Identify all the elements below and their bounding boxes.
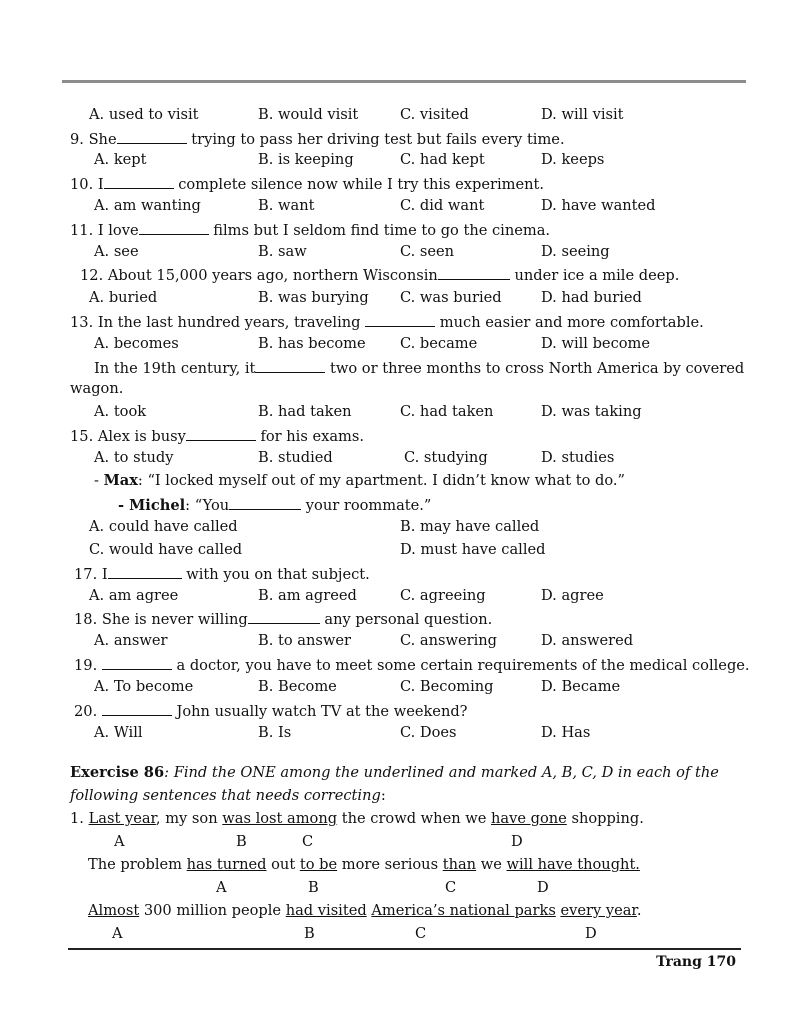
question-stem: 9. She bbox=[70, 131, 117, 148]
answer-option: D. keeps bbox=[541, 151, 605, 168]
option-letter: A bbox=[216, 879, 227, 896]
exercise-instruction-line1: Find the ONE among the underlined and marked A, B, C, D in each of the bbox=[173, 764, 719, 781]
option-letter: D bbox=[511, 833, 523, 850]
exercise-heading bbox=[70, 764, 719, 782]
answer-option: C. answering bbox=[400, 632, 498, 649]
sentence-text: . bbox=[636, 902, 642, 919]
question-stem: 11. I love bbox=[70, 222, 139, 239]
answer-option: A. becomes bbox=[94, 335, 179, 352]
sentence-text: shopping. bbox=[566, 810, 644, 827]
answer-blank bbox=[186, 426, 256, 441]
answer-option: D. have wanted bbox=[541, 197, 656, 214]
option-letter: B bbox=[304, 925, 315, 942]
underlined-segment: Almost bbox=[88, 902, 140, 919]
dialogue-text: your roommate.” bbox=[301, 497, 432, 514]
answer-blank bbox=[102, 701, 172, 716]
answer-option: D. will become bbox=[541, 335, 651, 352]
answer-option: B. saw bbox=[258, 243, 307, 260]
answer-blank bbox=[139, 220, 209, 235]
question-line bbox=[74, 564, 370, 584]
answer-option: B. was burying bbox=[258, 289, 369, 306]
sentence-3 bbox=[88, 902, 641, 920]
answer-option: B. am agreed bbox=[258, 587, 357, 604]
answer-option: D. Became bbox=[541, 678, 621, 695]
speaker-name: - Michel bbox=[118, 497, 186, 514]
answer-option: B. Become bbox=[258, 678, 337, 695]
exercise-heading-cont bbox=[70, 787, 386, 805]
underlined-segment: had visited bbox=[285, 902, 367, 919]
answer-option: C. Does bbox=[400, 724, 457, 741]
sentence-text: we bbox=[476, 856, 507, 873]
answer-option: A. used to visit bbox=[89, 106, 199, 123]
question-rest: with you on that subject. bbox=[181, 566, 370, 583]
option-letter: B bbox=[236, 833, 247, 850]
question-rest: trying to pass her driving test but fails every time. bbox=[186, 131, 565, 148]
answer-option: A. am wanting bbox=[94, 197, 201, 214]
answer-option: A. could have called bbox=[89, 518, 238, 535]
question-rest: films but I seldom find time to go the cinema. bbox=[208, 222, 551, 239]
question-rest: for his exams. bbox=[255, 428, 365, 445]
question-rest: much easier and more comfortable. bbox=[435, 314, 704, 331]
question-line bbox=[70, 426, 364, 446]
underlined-segment: every year bbox=[560, 902, 637, 919]
underlined-segment: was lost among bbox=[222, 810, 338, 827]
dialogue-line bbox=[118, 495, 431, 515]
answer-option: C. would have called bbox=[89, 541, 243, 558]
sentence-1 bbox=[70, 810, 644, 828]
answer-option: A. am agree bbox=[89, 587, 179, 604]
answer-option: C. agreeing bbox=[400, 587, 486, 604]
answer-option: C. was buried bbox=[400, 289, 502, 306]
question-rest: any personal question. bbox=[319, 611, 493, 628]
answer-option: D. studies bbox=[541, 449, 615, 466]
question-line bbox=[74, 701, 468, 721]
sentence-text: 1. bbox=[70, 810, 89, 827]
underlined-segment: have gone bbox=[491, 810, 567, 827]
question-stem: 18. She is never willing bbox=[74, 611, 248, 628]
answer-option: C. did want bbox=[400, 197, 485, 214]
answer-option: A. answer bbox=[94, 632, 168, 649]
underlined-segment: than bbox=[442, 856, 477, 873]
answer-blank bbox=[229, 495, 301, 510]
answer-option: C. had taken bbox=[400, 403, 494, 420]
sentence-text: more serious bbox=[337, 856, 443, 873]
option-letter: D bbox=[585, 925, 597, 942]
exercise-colon2: : bbox=[380, 787, 386, 804]
answer-option: D. will visit bbox=[541, 106, 624, 123]
option-letter: C bbox=[415, 925, 427, 942]
dialogue-line bbox=[94, 472, 625, 490]
exercise-colon: : bbox=[164, 764, 174, 781]
exercise-title: Exercise 86 bbox=[70, 764, 165, 781]
dialogue-text: : “I locked myself out of my apartment. I didn’t know what to do.” bbox=[137, 472, 625, 489]
option-letter: B bbox=[308, 879, 319, 896]
page-number: Trang 170 bbox=[656, 954, 736, 970]
answer-option: D. Has bbox=[541, 724, 591, 741]
question-stem: 17. I bbox=[74, 566, 108, 583]
question-line bbox=[70, 312, 704, 332]
answer-option: A. to study bbox=[94, 449, 174, 466]
answer-option: D. answered bbox=[541, 632, 634, 649]
option-letter: C bbox=[445, 879, 457, 896]
question-rest: two or three months to cross North America by covered bbox=[325, 360, 745, 377]
question-line bbox=[80, 265, 679, 285]
answer-option: D. must have called bbox=[400, 541, 546, 558]
dialogue-text: : “You bbox=[185, 497, 230, 514]
answer-blank bbox=[108, 564, 182, 579]
question-stem: In the 19th century, it bbox=[94, 360, 256, 377]
underlined-segment: Last year bbox=[88, 810, 156, 827]
answer-option: A. buried bbox=[89, 289, 158, 306]
answer-blank bbox=[255, 358, 325, 373]
answer-option: B. may have called bbox=[400, 518, 540, 535]
answer-option: A. kept bbox=[94, 151, 147, 168]
speaker-name: Max bbox=[103, 472, 138, 489]
sentence-text: 300 million people bbox=[139, 902, 286, 919]
bottom-rule bbox=[68, 948, 741, 950]
answer-option: D. was taking bbox=[541, 403, 642, 420]
top-rule bbox=[62, 80, 746, 83]
dialogue-dash: - bbox=[94, 472, 104, 489]
answer-option: C. studying bbox=[404, 449, 488, 466]
answer-blank bbox=[117, 129, 187, 144]
answer-option: D. agree bbox=[541, 587, 604, 604]
sentence-text: out bbox=[266, 856, 300, 873]
answer-blank bbox=[438, 265, 510, 280]
question-stem: 20. bbox=[74, 703, 102, 720]
question-line bbox=[70, 174, 544, 194]
question-rest: under ice a mile deep. bbox=[509, 267, 680, 284]
answer-option: B. studied bbox=[258, 449, 333, 466]
option-letter: A bbox=[114, 833, 125, 850]
answer-blank bbox=[365, 312, 435, 327]
sentence-text: the crowd when we bbox=[337, 810, 492, 827]
answer-blank bbox=[248, 609, 320, 624]
underlined-segment: to be bbox=[299, 856, 338, 873]
answer-option: C. became bbox=[400, 335, 478, 352]
answer-option: B. want bbox=[258, 197, 315, 214]
answer-option: C. Becoming bbox=[400, 678, 494, 695]
answer-blank bbox=[102, 655, 172, 670]
answer-option: A. Will bbox=[94, 724, 143, 741]
option-letter: A bbox=[112, 925, 123, 942]
answer-option: B. to answer bbox=[258, 632, 351, 649]
question-line bbox=[74, 609, 492, 629]
question-rest: John usually watch TV at the weekend? bbox=[171, 703, 468, 720]
sentence-text: , my son bbox=[155, 810, 223, 827]
answer-option: B. would visit bbox=[258, 106, 359, 123]
question-stem: 12. About 15,000 years ago, northern Wisconsin bbox=[80, 267, 438, 284]
answer-option: D. had buried bbox=[541, 289, 642, 306]
question-stem: 15. Alex is busy bbox=[70, 428, 186, 445]
underlined-segment: has turned bbox=[186, 856, 267, 873]
question-stem: 13. In the last hundred years, traveling bbox=[70, 314, 366, 331]
answer-option: C. seen bbox=[400, 243, 455, 260]
answer-blank bbox=[104, 174, 174, 189]
answer-option: B. is keeping bbox=[258, 151, 354, 168]
answer-option: C. had kept bbox=[400, 151, 485, 168]
question-line bbox=[94, 358, 744, 378]
answer-option: A. To become bbox=[94, 678, 194, 695]
sentence-2 bbox=[88, 856, 640, 874]
question-continuation: wagon. bbox=[70, 380, 124, 397]
answer-option: A. took bbox=[94, 403, 147, 420]
answer-option: B. has become bbox=[258, 335, 366, 352]
question-rest: a doctor, you have to meet some certain requirements of the medical college. bbox=[171, 657, 750, 674]
option-letter: D bbox=[537, 879, 549, 896]
option-letter: C bbox=[302, 833, 314, 850]
exercise-instruction-line2: following sentences that needs correcting bbox=[70, 787, 381, 804]
question-line bbox=[74, 655, 750, 675]
underlined-segment: America’s national parks bbox=[371, 902, 556, 919]
question-line bbox=[70, 129, 565, 149]
underlined-segment: will have thought. bbox=[506, 856, 640, 873]
question-line bbox=[70, 220, 550, 240]
answer-option: B. Is bbox=[258, 724, 292, 741]
answer-option: C. visited bbox=[400, 106, 469, 123]
sentence-text: The problem bbox=[88, 856, 187, 873]
answer-option: B. had taken bbox=[258, 403, 352, 420]
answer-option: A. see bbox=[94, 243, 139, 260]
question-rest: complete silence now while I try this experiment. bbox=[173, 176, 545, 193]
question-stem: 10. I bbox=[70, 176, 104, 193]
question-stem: 19. bbox=[74, 657, 102, 674]
answer-option: D. seeing bbox=[541, 243, 610, 260]
